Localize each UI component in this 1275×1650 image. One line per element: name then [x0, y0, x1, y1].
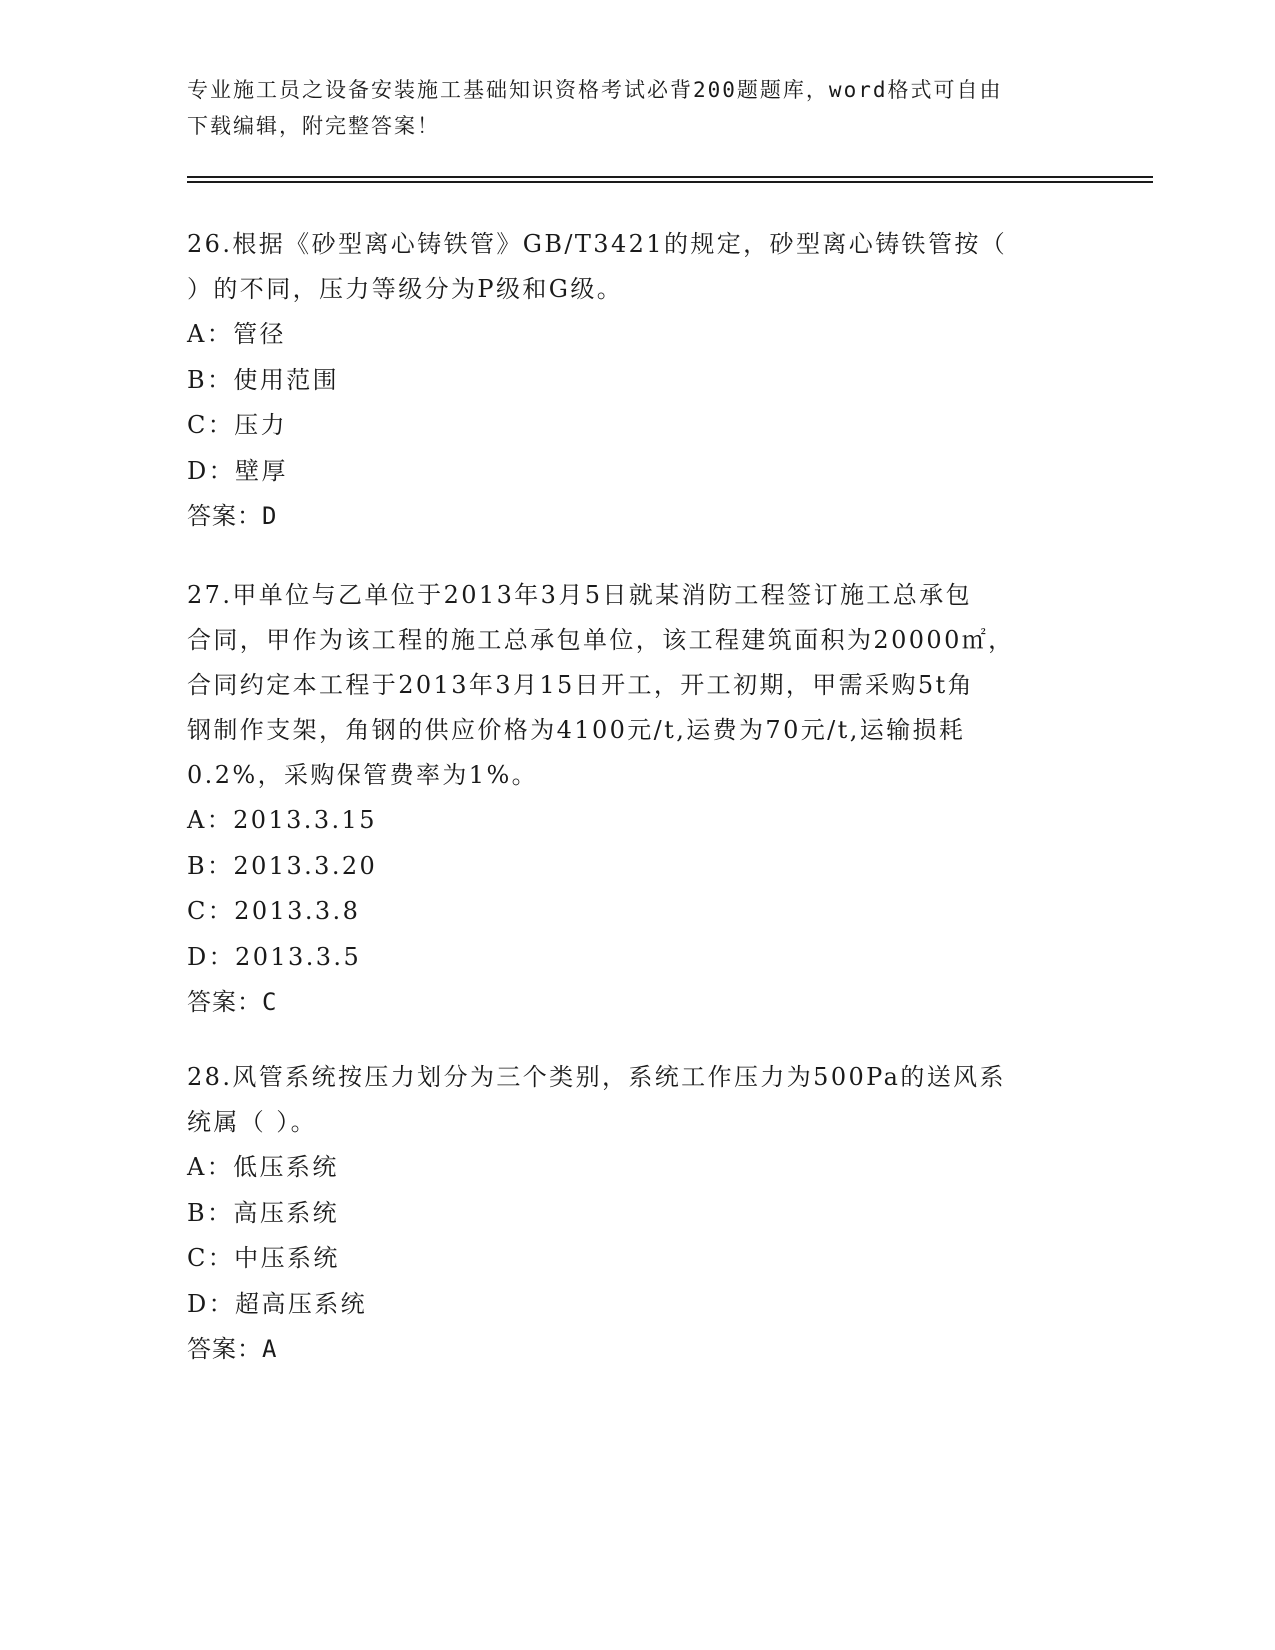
- stem-line: 钢制作支架，角钢的供应价格为4100元/t,运费为70元/t,运输损耗: [187, 716, 966, 744]
- question-27: [187, 573, 1087, 1026]
- stem-line: 27.甲单位与乙单位于2013年3月5日就某消防工程签订施工总承包: [187, 581, 972, 609]
- option-c: C：压力: [187, 411, 287, 439]
- stem-line: 合同，甲作为该工程的施工总承包单位，该工程建筑面积为20000㎡，: [187, 626, 1015, 654]
- stem-line: 28.风管系统按压力划分为三个类别，系统工作压力为500Pa的送风系: [187, 1063, 1006, 1091]
- option-b: B：高压系统: [187, 1198, 340, 1227]
- header-title-line-2: 下载编辑，附完整答案！: [187, 114, 440, 138]
- option-d: D：2013.3.5: [187, 942, 362, 971]
- option-a: A：管径: [187, 320, 286, 348]
- option-c: C：2013.3.8: [187, 897, 361, 925]
- header-divider-top: [187, 176, 1153, 178]
- question-stem: [187, 222, 1087, 312]
- stem-line: 0.2%，采购保管费率为1%。: [187, 761, 539, 789]
- header-title-line-1: 专业施工员之设备安装施工基础知识资格考试必背200题题库，word格式可自由: [187, 78, 1003, 102]
- stem-line: 统属（ ）。: [187, 1108, 318, 1136]
- question-26: [187, 222, 1087, 540]
- option-c: C：中压系统: [187, 1244, 340, 1272]
- answer: 答案：C: [187, 988, 278, 1016]
- answer: 答案：D: [187, 502, 278, 530]
- stem-line: 26.根据《砂型离心铸铁管》GB/T3421的规定，砂型离心铸铁管按（: [187, 230, 1008, 258]
- question-stem: [187, 1055, 1087, 1145]
- option-a: A：低压系统: [187, 1153, 339, 1181]
- option-d: D：壁厚: [187, 456, 288, 485]
- question-stem: [187, 573, 1087, 798]
- stem-line: ）的不同，压力等级分为P级和G级。: [187, 275, 624, 303]
- question-28: [187, 1055, 1087, 1373]
- answer: 答案：A: [187, 1335, 278, 1363]
- option-b: B：2013.3.20: [187, 851, 378, 880]
- option-a: A：2013.3.15: [187, 806, 377, 834]
- header-divider-bottom: [187, 181, 1153, 183]
- document-header: [187, 72, 1087, 144]
- option-d: D：超高压系统: [187, 1289, 368, 1318]
- option-b: B：使用范围: [187, 365, 340, 394]
- stem-line: 合同约定本工程于2013年3月15日开工，开工初期，甲需采购5t角: [187, 671, 974, 699]
